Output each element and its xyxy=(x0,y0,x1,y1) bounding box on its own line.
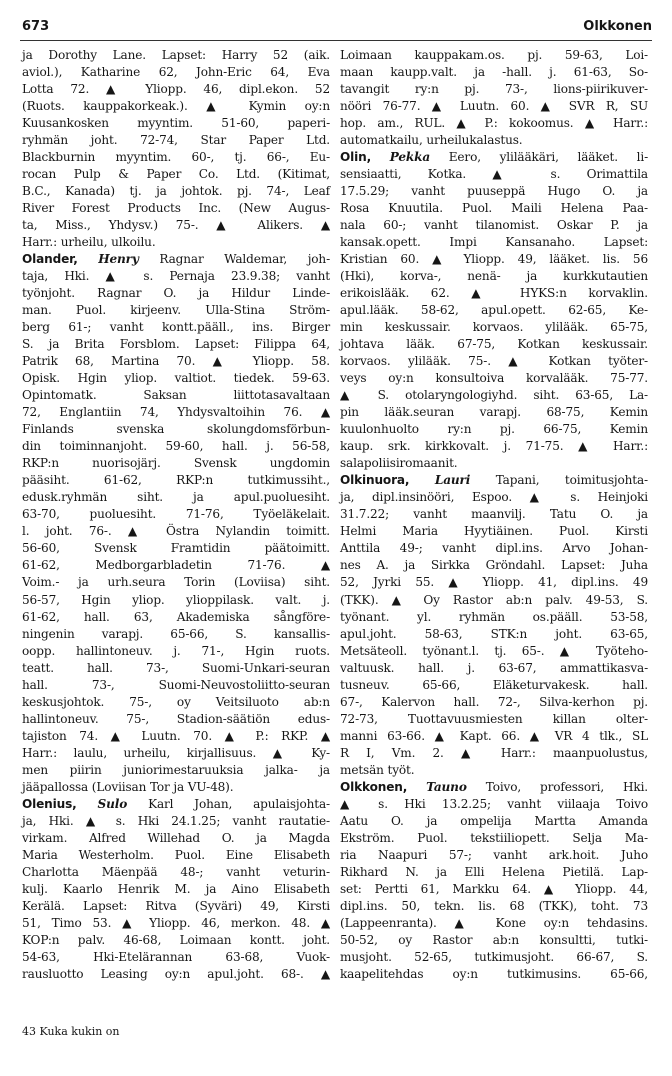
line-text: jääpallossa (Loviisan Tor ja VU-48). xyxy=(22,779,234,794)
text-line xyxy=(22,898,330,915)
line-text: 50-52, oy Rastor ab:n konsultti, tutki- xyxy=(340,932,648,947)
entry-callname: Tauno xyxy=(426,779,467,794)
line-text: KOP:n palv. 46-68, Loimaan kontt. joht. xyxy=(22,932,330,947)
line-text: ▲ S. otolaryngologiyhd. siht. 63-65, La- xyxy=(340,388,648,403)
text-line xyxy=(22,370,330,387)
line-text: nala 60-; vanht tilanomist. Oskar P. ja xyxy=(340,218,648,233)
text-line xyxy=(22,47,330,64)
line-text: työnjoht. Ragnar O. ja Hildur Linde- xyxy=(22,286,330,301)
entry-heading-line xyxy=(22,796,330,813)
header-rule xyxy=(20,40,652,41)
text-line xyxy=(340,574,648,591)
text-line xyxy=(22,574,330,591)
text-line xyxy=(22,745,330,762)
line-text: man. Puol. kirjeenv. Ulla-Stina Ström- xyxy=(22,303,330,318)
text-line xyxy=(22,489,330,506)
text-line xyxy=(340,421,648,438)
line-text: johtava lääk. 67-75, Kotkan keskussair. xyxy=(340,337,648,352)
text-line xyxy=(22,421,330,438)
text-line xyxy=(340,98,648,115)
line-text: Aatu O. ja ompelija Martta Amanda xyxy=(340,813,648,828)
line-text: 51, Timo 53. ▲ Yliopp. 46, merkon. 48. ▲ xyxy=(22,915,330,930)
text-line xyxy=(22,438,330,455)
text-line xyxy=(340,115,648,132)
text-line xyxy=(22,847,330,864)
text-line xyxy=(22,677,330,694)
text-line xyxy=(340,404,648,421)
text-line xyxy=(340,949,648,966)
line-text: Loimaan kauppakam.os. pj. 59-63, Loi- xyxy=(340,48,648,62)
line-text: kaapelitehdas oy:n tutkimusins. 65-66, xyxy=(340,966,648,981)
line-text: Opintomatk. Saksan liittotasavaltaan xyxy=(22,388,330,403)
text-line xyxy=(22,762,330,779)
line-text: (TKK). ▲ Oy Rastor ab:n palv. 49-53, S. xyxy=(340,592,648,607)
line-text: edusk.ryhmän siht. ja apul.puoluesiht. xyxy=(22,490,330,505)
text-line xyxy=(340,881,648,898)
running-head: Olkkonen xyxy=(583,19,652,34)
line-text: kaup. srk. kirkkovalt. j. 71-75. ▲ Harr.: xyxy=(340,439,648,454)
text-line xyxy=(340,592,648,609)
entry-surname: Olkkonen, xyxy=(340,779,408,794)
entry-callname: Pekka xyxy=(389,150,431,165)
line-text: ja Dorothy Lane. Lapset: Harry 52 (aik. xyxy=(22,48,330,62)
text-line xyxy=(340,864,648,881)
text-line xyxy=(22,881,330,898)
text-line xyxy=(22,966,330,983)
line-text: Kuusankosken myyntim. 51-60, paperi- xyxy=(22,116,330,131)
text-line xyxy=(340,898,648,915)
line-text: metsän työt. xyxy=(340,762,415,777)
line-text: Karl Johan, apulaisjohta- xyxy=(148,796,330,811)
text-line xyxy=(340,557,648,574)
line-text: Rikhard N. ja Elli Helena Pietilä. Lap- xyxy=(340,864,648,879)
text-line xyxy=(340,540,648,557)
line-text: Voim.- ja urh.seura Torin (Loviisa) siht. xyxy=(22,575,330,590)
line-text: aviol.), Katharine 62, John-Eric 64, Eva xyxy=(22,65,330,80)
line-text: ja, Hki. ▲ s. Hki 24.1.25; vanht rautatie- xyxy=(22,813,330,828)
text-line xyxy=(340,353,648,370)
text-line xyxy=(22,404,330,421)
line-text: hop. am., RUL. ▲ P.: kokoomus. ▲ Harr.: xyxy=(340,116,648,131)
line-text: salapoliisiromaanit. xyxy=(340,456,458,471)
text-line xyxy=(340,677,648,694)
line-text: rocan Pulp & Paper Co. Ltd. (Kitimat, xyxy=(22,167,330,182)
line-text: 72-73, Tuottavuusmiesten killan olter- xyxy=(340,711,648,726)
line-text: tajiston 74. ▲ Luutn. 70. ▲ P.: RKP. ▲ xyxy=(22,728,330,743)
text-line xyxy=(22,268,330,285)
line-text: ja, dipl.insinööri, Espoo. ▲ s. Heinjoki xyxy=(340,490,648,505)
text-line xyxy=(340,370,648,387)
line-text: musjoht. 52-65, tutkimusjoht. 66-67, S. xyxy=(340,949,648,964)
line-text: Metsäteoll. työnant.l. tj. 65-. ▲ Työteho- xyxy=(340,643,648,658)
text-line xyxy=(22,166,330,183)
text-line xyxy=(22,540,330,557)
text-line xyxy=(22,319,330,336)
text-line xyxy=(22,626,330,643)
line-text: apul.lääk. 58-62, apul.opett. 62-65, Ke- xyxy=(340,303,648,318)
text-line xyxy=(22,932,330,949)
text-line xyxy=(340,319,648,336)
text-line xyxy=(22,336,330,353)
line-text: 67-, Kalervon hall. 72-, Silva-kerhon pj. xyxy=(340,694,648,709)
text-line xyxy=(340,762,648,779)
text-line xyxy=(22,387,330,404)
line-text: rausluotto Leasing oy:n apul.joht. 68-. ▲ xyxy=(22,966,330,981)
text-line xyxy=(340,813,648,830)
text-line xyxy=(22,915,330,932)
line-text: berg 61-; vanht kontt.pääll., ins. Birger xyxy=(22,320,330,335)
line-text: ta, Miss., Yhdysv.) 75-. ▲ Alikers. ▲ xyxy=(22,218,330,233)
text-line xyxy=(340,694,648,711)
text-line xyxy=(22,455,330,472)
text-line xyxy=(22,660,330,677)
line-text: dipl.ins. 50, tekn. lis. 68 (TKK), toht. 73 xyxy=(340,898,648,913)
text-line xyxy=(340,336,648,353)
text-line xyxy=(340,268,648,285)
text-line xyxy=(340,915,648,932)
entry-heading-line xyxy=(22,251,330,268)
text-line xyxy=(340,47,648,64)
text-line xyxy=(22,592,330,609)
text-line xyxy=(340,200,648,217)
entry-callname: Henry xyxy=(98,252,139,267)
text-line xyxy=(22,813,330,830)
line-text: Kristian 60. ▲ Yliopp. 49, lääket. lis. 56 xyxy=(340,252,648,267)
text-line xyxy=(340,745,648,762)
line-text: 61-62, hall. 63, Akademiska sångföre- xyxy=(22,609,330,624)
line-text: 61-62, Medborgarbladetin 71-76. ▲ xyxy=(22,558,330,573)
text-line xyxy=(22,98,330,115)
text-line xyxy=(22,779,330,796)
line-text: 31.7.22; vanht maanvilj. Tatu O. ja xyxy=(340,507,648,522)
line-text: ▲ s. Hki 13.2.25; vanht viilaaja Toivo xyxy=(340,796,648,811)
line-text: Blackburnin myyntim. 60-, tj. 66-, Eu- xyxy=(22,150,330,165)
line-text: S. ja Brita Forsblom. Lapset: Filippa 64, xyxy=(22,337,330,352)
text-line xyxy=(22,711,330,728)
text-line xyxy=(22,81,330,98)
entry-heading-line xyxy=(340,779,648,796)
line-text: kulj. Kaarlo Henrik M. ja Aino Elisabeth xyxy=(22,881,330,896)
line-text: nööri 76-77. ▲ Luutn. 60. ▲ SVR R, SU xyxy=(340,99,648,114)
line-text: kuulonhuolto ry:n pj. 66-75, Kemin xyxy=(340,422,648,437)
text-line xyxy=(340,626,648,643)
text-line xyxy=(22,115,330,132)
text-line xyxy=(22,217,330,234)
line-text: Harr.: urheilu, ulkoilu. xyxy=(22,235,156,250)
text-line xyxy=(340,711,648,728)
line-text: valtuusk. hall. j. 63-67, ammattikasva- xyxy=(340,660,648,675)
line-text: l. joht. 76-. ▲ Östra Nylandin toimitt. xyxy=(22,524,330,539)
text-line xyxy=(22,523,330,540)
text-line xyxy=(340,438,648,455)
text-line xyxy=(340,64,648,81)
line-text: Patrik 68, Martina 70. ▲ Yliopp. 58. xyxy=(22,354,330,369)
line-text: taja, Hki. ▲ s. Pernaja 23.9.38; vanht xyxy=(22,269,330,284)
line-text: 56-57, Hgin yliop. ylioppilask. valt. j. xyxy=(22,592,330,607)
text-line xyxy=(22,864,330,881)
right-column xyxy=(340,47,648,983)
line-text: ningenin varapj. 65-66, S. kansallis- xyxy=(22,626,330,641)
line-text: (Hki), korva-, nenä- ja kurkkutautien xyxy=(340,269,648,284)
line-text: (Lappeenranta). ▲ Kone oy:n tehdasins. xyxy=(340,915,648,930)
text-line xyxy=(340,796,648,813)
line-text: erikoislääk. 62. ▲ HYKS:n korvaklin. xyxy=(340,286,648,301)
text-line xyxy=(340,285,648,302)
line-text: manni 63-66. ▲ Kapt. 66. ▲ VR 4 tlk., SL xyxy=(340,728,648,743)
line-text: 52, Jyrki 55. ▲ Yliopp. 41, dipl.ins. 49 xyxy=(340,575,648,590)
text-line xyxy=(340,830,648,847)
line-text: Harr.: laulu, urheilu, kirjallisuus. ▲ Ky- xyxy=(22,745,330,760)
text-line xyxy=(340,234,648,251)
text-line xyxy=(22,609,330,626)
line-text: 54-63, Hki-Etelärannan 63-68, Vuok- xyxy=(22,949,330,964)
line-text: 56-60, Svensk Framtidin päätoimitt. xyxy=(22,541,330,556)
line-text: tusneuv. 65-66, Eläketurvakesk. hall. xyxy=(340,677,648,692)
text-line xyxy=(22,149,330,166)
line-text: teatt. hall. 73-, Suomi-Unkari-seuran xyxy=(22,660,330,675)
line-text: men piirin juniorimestaruuksia jalka- ja xyxy=(22,762,330,777)
text-line xyxy=(340,387,648,404)
line-text: apul.joht. 58-63, STK:n joht. 63-65, xyxy=(340,626,648,641)
text-line xyxy=(22,200,330,217)
line-text: ryhmän joht. 72-74, Star Paper Ltd. xyxy=(22,133,330,148)
line-text: set: Pertti 61, Markku 64. ▲ Yliopp. 44, xyxy=(340,881,648,896)
entry-callname: Lauri xyxy=(434,473,471,488)
text-line xyxy=(22,132,330,149)
text-line xyxy=(340,966,648,983)
text-line xyxy=(340,847,648,864)
entry-surname: Olkinuora, xyxy=(340,473,410,488)
line-text: keskusjohtok. 75-, oy Veitsiluoto ab:n xyxy=(22,694,330,709)
line-text: RKP:n nuorisojärj. Svensk ungdomin xyxy=(22,456,330,471)
line-text: nes A. ja Sirkka Gröndahl. Lapset: Juha xyxy=(340,558,648,573)
text-line xyxy=(340,489,648,506)
text-line xyxy=(22,728,330,745)
entry-heading-line xyxy=(340,149,648,166)
text-line xyxy=(340,643,648,660)
line-text: pin lääk.seuran varapj. 68-75, Kemin xyxy=(340,405,648,420)
text-line xyxy=(340,81,648,98)
line-text: työnant. yl. ryhmän os.pääll. 53-58, xyxy=(340,609,648,624)
line-text: hall. 73-, Suomi-Neuvostoliitto-seuran xyxy=(22,677,330,692)
text-line xyxy=(22,694,330,711)
line-text: Rosa Knuutila. Puol. Maili Helena Paa- xyxy=(340,201,648,216)
line-text: veys oy:n konsultoiva korvalääk. 75-77. xyxy=(340,371,648,386)
line-text: hallintoneuv. 75-, Stadion-säätiön edus- xyxy=(22,711,330,726)
line-text: Tapani, toimitusjohta- xyxy=(495,473,648,488)
line-text: R I, Vm. 2. ▲ Harr.: maanpuolustus, xyxy=(340,745,648,760)
text-line xyxy=(22,234,330,251)
text-line xyxy=(340,523,648,540)
line-text: Anttila 49-; vanht dipl.ins. Arvo Johan- xyxy=(340,541,648,556)
text-line xyxy=(22,64,330,81)
text-line xyxy=(340,217,648,234)
line-text: Maria Westerholm. Puol. Eine Elisabeth xyxy=(22,847,330,862)
line-text: River Forest Products Inc. (New Augus- xyxy=(22,201,330,216)
line-text: automatkailu, urheilukalastus. xyxy=(340,133,523,148)
line-text: pääsiht. 61-62, RKP:n tutkimussiht., xyxy=(22,473,330,488)
footer-text: 43 Kuka kukin on xyxy=(22,1025,120,1038)
line-text: B.C., Kanada) tj. ja johtok. pj. 74-, Leaf xyxy=(22,184,330,199)
text-line xyxy=(340,932,648,949)
text-line xyxy=(22,557,330,574)
text-line xyxy=(340,251,648,268)
entry-callname: Sulo xyxy=(97,796,128,811)
text-line xyxy=(340,183,648,200)
text-line xyxy=(340,455,648,472)
entry-surname: Olin, xyxy=(340,150,372,165)
entry-surname: Olenius, xyxy=(22,796,77,811)
text-line xyxy=(22,643,330,660)
line-text: ria Naapuri 57-; vanht ark.hoit. Juho xyxy=(340,847,648,862)
line-text: Ekström. Puol. tekstiiliopett. Selja Ma- xyxy=(340,830,648,845)
line-text: 63-70, puoluesiht. 71-76, Työeläkelait. xyxy=(22,507,330,522)
line-text: oopp. hallintoneuv. j. 71-, Hgin ruots. xyxy=(22,643,330,658)
line-text: korvaos. ylilääk. 75-. ▲ Kotkan työter- xyxy=(340,354,648,369)
line-text: Ragnar Waldemar, joh- xyxy=(159,252,330,267)
text-line xyxy=(22,949,330,966)
left-column xyxy=(22,47,330,983)
line-text: Toivo, professori, Hki. xyxy=(485,779,648,794)
line-text: Helmi Maria Hyytiäinen. Puol. Kirsti xyxy=(340,524,648,539)
text-line xyxy=(22,353,330,370)
line-text: Finlands svenska skolungdomsförbun- xyxy=(22,422,330,437)
line-text: min keskussair. korvaos. ylilääk. 65-75, xyxy=(340,320,648,335)
text-line xyxy=(340,506,648,523)
text-line xyxy=(340,728,648,745)
text-line xyxy=(340,660,648,677)
line-text: 72, Englantiin 74, Yhdysvaltoihin 76. ▲ xyxy=(22,405,330,420)
line-text: Charlotta Mäenpää 48-; vanht veturin- xyxy=(22,864,330,879)
line-text: Opisk. Hgin yliop. valtiot. tiedek. 59-63. xyxy=(22,371,330,386)
entry-surname: Olander, xyxy=(22,252,78,267)
line-text: virkam. Alfred Willehad O. ja Magda xyxy=(22,830,330,845)
line-text: sensiaatti, Kotka. ▲ s. Orimattila xyxy=(340,167,648,182)
line-text: 17.5.29; vanht puuseppä Hugo O. ja xyxy=(340,184,648,199)
text-line xyxy=(340,132,648,149)
text-line xyxy=(22,472,330,489)
line-text: Lotta 72. ▲ Yliopp. 46, dipl.ekon. 52 xyxy=(22,82,330,97)
line-text: maan kaupp.valt. ja -hall. j. 61-63, So- xyxy=(340,65,648,80)
text-line xyxy=(340,166,648,183)
text-line xyxy=(22,183,330,200)
line-text: Kerälä. Lapset: Ritva (Syväri) 49, Kirsti xyxy=(22,898,330,913)
line-text: Eero, ylilääkäri, lääket. li- xyxy=(448,150,649,165)
line-text: kansak.opett. Impi Kansanaho. Lapset: xyxy=(340,235,648,250)
text-line xyxy=(340,609,648,626)
text-line xyxy=(22,302,330,319)
text-line xyxy=(22,285,330,302)
page-number: 673 xyxy=(22,19,50,34)
text-line xyxy=(22,830,330,847)
line-text: din toiminnanjoht. 59-60, hall. j. 56-58, xyxy=(22,439,330,454)
entry-heading-line xyxy=(340,472,648,489)
text-line xyxy=(22,506,330,523)
line-text: (Ruots. kauppakorkeak.). ▲ Kymin oy:n xyxy=(22,99,330,114)
line-text: tavangit ry:n pj. 73-, lions-piirikuver- xyxy=(340,82,648,97)
text-line xyxy=(340,302,648,319)
